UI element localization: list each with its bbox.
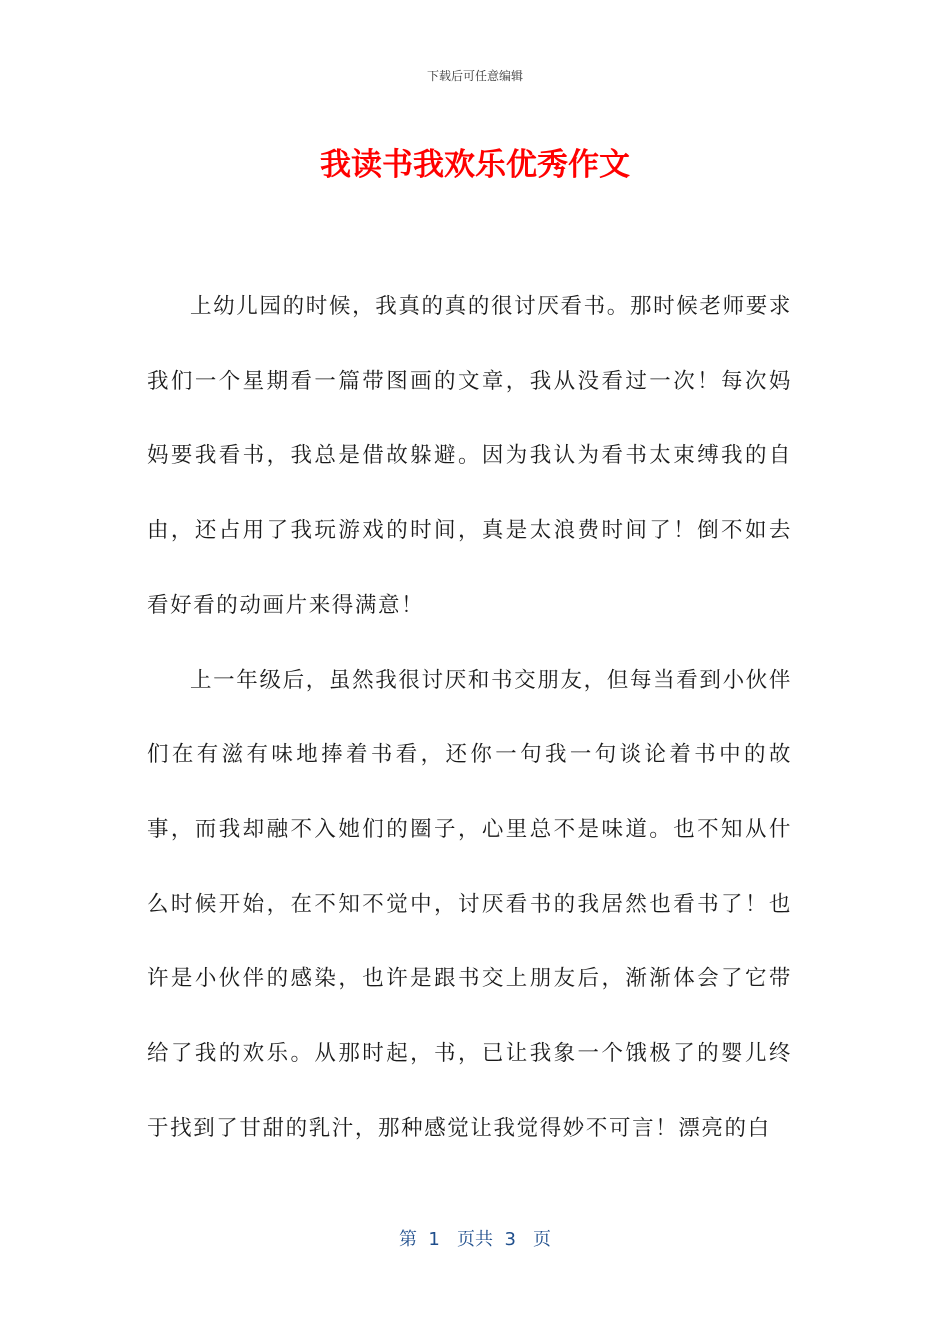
document-body <box>147 270 792 1166</box>
page-title: 我读书我欢乐优秀作文 <box>320 147 630 183</box>
paragraph-1: 上幼儿园的时候，我真的真的很讨厌看书。那时候老师要求我们一个星期看一篇带图画的文章，我从没看过一次！每次妈妈要我看书，我总是借故躲避。因为我认为看书太束缚我的自由，还占用了我玩游戏的时间，真是太浪费时间了！倒不如去看好看的动画片来得满意！ <box>147 294 792 618</box>
page-header-note: 下载后可任意编辑 <box>426 69 523 83</box>
page-number-footer: 第 1 页共 3 页 <box>398 1229 552 1250</box>
paragraph-2: 上一年级后，虽然我很讨厌和书交朋友，但每当看到小伙伴们在有滋有味地捧着书看，还你一句我一句谈论着书中的故事，而我却融不入她们的圈子，心里总不是味道。也不知从什么时候开始，在不知不觉中，讨厌看书的我居然也看书了！也许是小伙伴的感染，也许是跟书交上朋友后，渐渐体会了它带给了我的欢乐。从那时起，书，已让我象一个饿极了的婴儿终于找到了甘甜的乳汁，那种感觉让我觉得妙不可言！漂亮的白 <box>147 667 792 1141</box>
